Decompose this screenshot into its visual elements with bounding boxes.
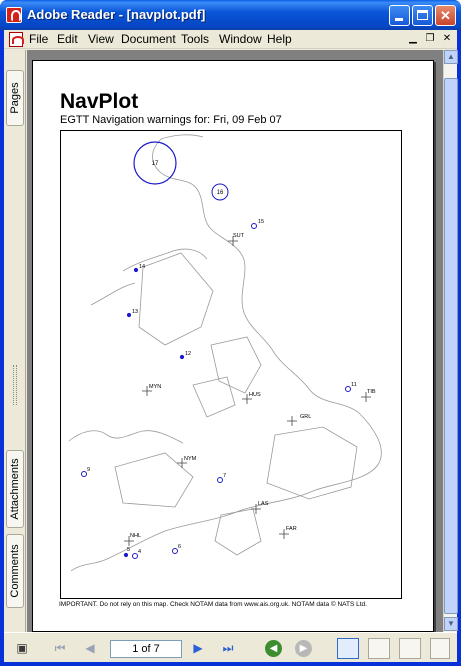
airspace-area bbox=[267, 427, 357, 499]
facing-button[interactable] bbox=[399, 638, 421, 659]
warning-point-label-13: 13 bbox=[132, 309, 139, 315]
warning-point-label-15: 15 bbox=[258, 219, 265, 225]
airspace-area bbox=[139, 253, 213, 345]
single-page-button[interactable] bbox=[337, 638, 359, 659]
scroll-down-icon: ▼ bbox=[447, 619, 455, 628]
station-crosses bbox=[124, 236, 371, 546]
menu-bar bbox=[4, 30, 457, 49]
warning-point-label-4: 4 bbox=[138, 549, 142, 555]
map-drawing bbox=[61, 131, 402, 599]
go-forward-button[interactable] bbox=[295, 640, 312, 657]
warning-point-9[interactable] bbox=[82, 472, 87, 477]
vertical-scrollbar[interactable] bbox=[443, 50, 457, 632]
navigation-map bbox=[60, 130, 402, 599]
station-label-hus: HUS bbox=[249, 392, 261, 398]
warning-label-17: 17 bbox=[151, 161, 159, 167]
station-label-myn: MYN bbox=[149, 384, 162, 390]
navigation-panel bbox=[4, 50, 26, 632]
doc-restore-button[interactable]: ❐ bbox=[425, 33, 435, 44]
tab-comments[interactable]: Comments bbox=[6, 534, 24, 608]
station-cross-grl bbox=[287, 416, 297, 426]
scroll-up-icon: ▲ bbox=[447, 52, 455, 61]
go-back-icon: ◀ bbox=[269, 643, 278, 654]
station-label-grl: GRL bbox=[300, 414, 312, 420]
last-page-button[interactable] bbox=[218, 639, 238, 657]
airspace-area bbox=[115, 453, 193, 507]
maximize-icon bbox=[417, 10, 428, 20]
menu-window[interactable]: Window bbox=[219, 32, 262, 46]
go-back-button[interactable] bbox=[265, 640, 282, 657]
continuous-facing-button[interactable] bbox=[430, 638, 450, 659]
previous-page-icon: ◀ bbox=[85, 641, 95, 655]
next-page-icon: ▶ bbox=[193, 641, 203, 655]
menu-file[interactable]: File bbox=[29, 32, 49, 46]
pdf-page bbox=[32, 60, 434, 632]
warning-point-7[interactable] bbox=[218, 478, 223, 483]
coastline bbox=[69, 135, 381, 571]
warning-point-label-14: 14 bbox=[139, 264, 146, 270]
title-bar[interactable] bbox=[0, 0, 461, 30]
warning-point-6[interactable] bbox=[173, 549, 178, 554]
scroll-up-button[interactable] bbox=[444, 50, 458, 64]
airspace-area bbox=[193, 377, 235, 417]
warning-point-14[interactable] bbox=[134, 268, 137, 271]
adobe-reader-icon[interactable] bbox=[6, 7, 22, 23]
warning-point-15[interactable] bbox=[252, 224, 257, 229]
inland-outline bbox=[91, 249, 207, 305]
station-label-sut: SUT bbox=[233, 233, 244, 239]
minimize-button[interactable] bbox=[389, 5, 410, 26]
warning-point-label-11: 11 bbox=[351, 382, 357, 388]
last-page-icon: ⏭ bbox=[222, 641, 234, 655]
close-button[interactable] bbox=[435, 5, 456, 26]
window-title: Adobe Reader - [navplot.pdf] bbox=[27, 7, 206, 22]
menu-view[interactable]: View bbox=[88, 32, 114, 46]
menu-document[interactable]: Document bbox=[121, 32, 176, 46]
station-label-nhl: NHL bbox=[130, 533, 142, 539]
status-bar bbox=[4, 632, 457, 662]
warning-point-label-6: 6 bbox=[178, 544, 182, 550]
doc-minimize-button[interactable]: ▁ bbox=[409, 33, 417, 44]
tab-attachments[interactable]: Attachments bbox=[6, 450, 24, 528]
warning-point-label-12: 12 bbox=[185, 351, 192, 357]
airspace-area bbox=[211, 337, 261, 393]
warning-point-11[interactable] bbox=[346, 387, 351, 392]
station-label-las: LAS bbox=[258, 501, 269, 507]
page-title: NavPlot bbox=[60, 90, 139, 113]
previous-page-button[interactable] bbox=[80, 639, 100, 657]
page-subtitle: EGTT Navigation warnings for: Fri, 09 Feb 07 bbox=[60, 114, 282, 126]
warning-point-4[interactable] bbox=[133, 554, 138, 559]
panel-grip[interactable] bbox=[13, 365, 17, 405]
menu-help[interactable]: Help bbox=[267, 32, 292, 46]
scroll-down-button[interactable] bbox=[444, 617, 458, 631]
maximize-button[interactable] bbox=[412, 5, 433, 26]
menu-edit[interactable]: Edit bbox=[57, 32, 78, 46]
next-page-button[interactable] bbox=[188, 639, 208, 657]
first-page-button[interactable] bbox=[50, 639, 70, 657]
airspace-area bbox=[215, 509, 261, 555]
menu-tools[interactable]: Tools bbox=[181, 32, 210, 46]
warning-point-label-9: 9 bbox=[87, 467, 91, 473]
station-label-tib: TIB bbox=[367, 389, 376, 395]
document-view[interactable] bbox=[27, 50, 443, 632]
warning-point-label-7: 7 bbox=[223, 473, 227, 479]
warning-point-label-5: 5 bbox=[127, 547, 131, 553]
minimize-icon bbox=[395, 18, 403, 21]
page-number-field[interactable]: 1 of 7 bbox=[110, 640, 182, 658]
tab-pages[interactable]: Pages bbox=[6, 70, 24, 126]
pdf-doc-icon[interactable] bbox=[9, 32, 23, 47]
close-icon: ✕ bbox=[440, 8, 451, 23]
warning-point-13[interactable] bbox=[127, 313, 130, 316]
station-label-far: FAR bbox=[286, 526, 297, 532]
continuous-button[interactable] bbox=[368, 638, 390, 659]
scroll-thumb[interactable] bbox=[444, 78, 458, 614]
client-area bbox=[4, 30, 457, 662]
warning-point-12[interactable] bbox=[180, 355, 183, 358]
disclaimer-note: IMPORTANT. Do not rely on this map. Check NOTAM data from www.ais.org.uk. NOTAM data © NATS Ltd. bbox=[59, 601, 367, 608]
station-label-nym: NYM bbox=[184, 456, 197, 462]
warning-point-5[interactable] bbox=[124, 553, 127, 556]
doc-close-button[interactable]: ✕ bbox=[442, 33, 452, 44]
first-page-icon: ⏮ bbox=[54, 641, 66, 655]
page-options-button[interactable]: ▣ bbox=[16, 641, 28, 655]
warning-label-16: 16 bbox=[216, 190, 224, 196]
go-forward-icon: ▶ bbox=[299, 643, 308, 654]
